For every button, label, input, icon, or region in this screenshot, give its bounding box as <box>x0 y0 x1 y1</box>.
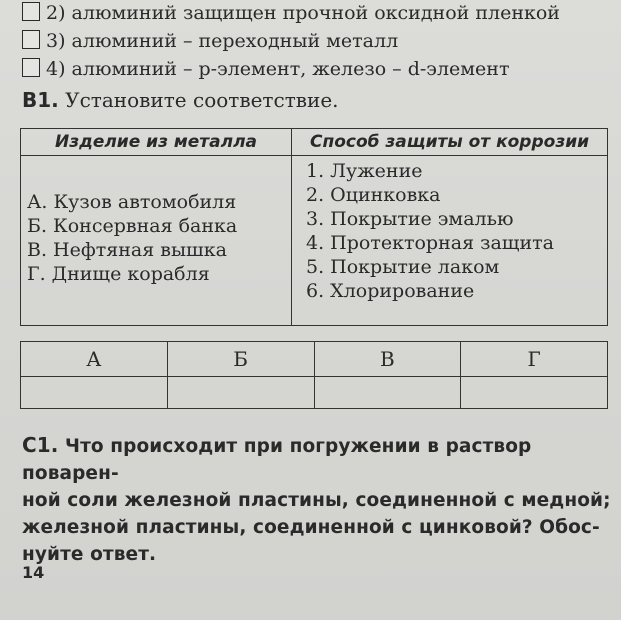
task-c1-line-2: ной соли железной пластины, соединенной с медной; <box>22 490 611 511</box>
item-v: В. Нефтяная вышка <box>27 239 227 261</box>
task-b1-text: Установите соответствие. <box>65 88 339 112</box>
option-2 <box>22 2 560 24</box>
answer-cell-g[interactable] <box>461 377 608 409</box>
option-2-text: 2) алюминий защищен прочной оксидной пленкой <box>46 2 560 24</box>
task-b1-heading <box>22 88 339 112</box>
answer-header-a: А <box>21 342 168 377</box>
option-4-text: 4) алюминий – p-элемент, железо – d-элемент <box>46 58 510 80</box>
method-1: 1. Лужение <box>306 160 423 182</box>
header-left: Изделие из металла <box>21 129 292 156</box>
header-right: Способ защиты от коррозии <box>292 129 608 156</box>
method-6: 6. Хлорирование <box>306 280 475 302</box>
task-c1-label: C1. <box>22 433 59 457</box>
option-3 <box>22 30 398 52</box>
checkbox-2[interactable] <box>22 2 40 21</box>
task-c1-line-1: Что происходит при погружении в раствор поварен- <box>22 436 532 484</box>
task-c1-line-4: нуйте ответ. <box>22 544 157 565</box>
items-cell <box>21 156 292 326</box>
page-number: 14 <box>22 563 45 582</box>
option-3-text: 3) алюминий – переходный металл <box>46 30 399 52</box>
method-3: 3. Покрытие эмалью <box>306 208 514 230</box>
methods-cell <box>292 156 608 326</box>
method-5: 5. Покрытие лаком <box>306 256 500 278</box>
method-2: 2. Оцинковка <box>306 184 441 206</box>
answer-cell-a[interactable] <box>21 377 168 409</box>
checkbox-4[interactable] <box>22 58 40 77</box>
item-a: А. Кузов автомобиля <box>27 191 237 213</box>
matching-table <box>20 128 608 326</box>
task-c1-line-3: железной пластины, соединенной с цинковой? Обос- <box>22 517 600 538</box>
task-c1 <box>22 432 612 568</box>
item-b: Б. Консервная банка <box>27 215 238 237</box>
task-b1-label: B1. <box>22 88 59 112</box>
answer-cell-b[interactable] <box>167 377 314 409</box>
option-4 <box>22 58 509 80</box>
item-g: Г. Днище корабля <box>27 263 210 285</box>
answer-header-g: Г <box>461 342 608 377</box>
answer-table <box>20 341 608 409</box>
checkbox-3[interactable] <box>22 30 40 49</box>
method-4: 4. Протекторная защита <box>306 232 554 254</box>
answer-header-v: В <box>314 342 461 377</box>
answer-cell-v[interactable] <box>314 377 461 409</box>
answer-header-b: Б <box>167 342 314 377</box>
